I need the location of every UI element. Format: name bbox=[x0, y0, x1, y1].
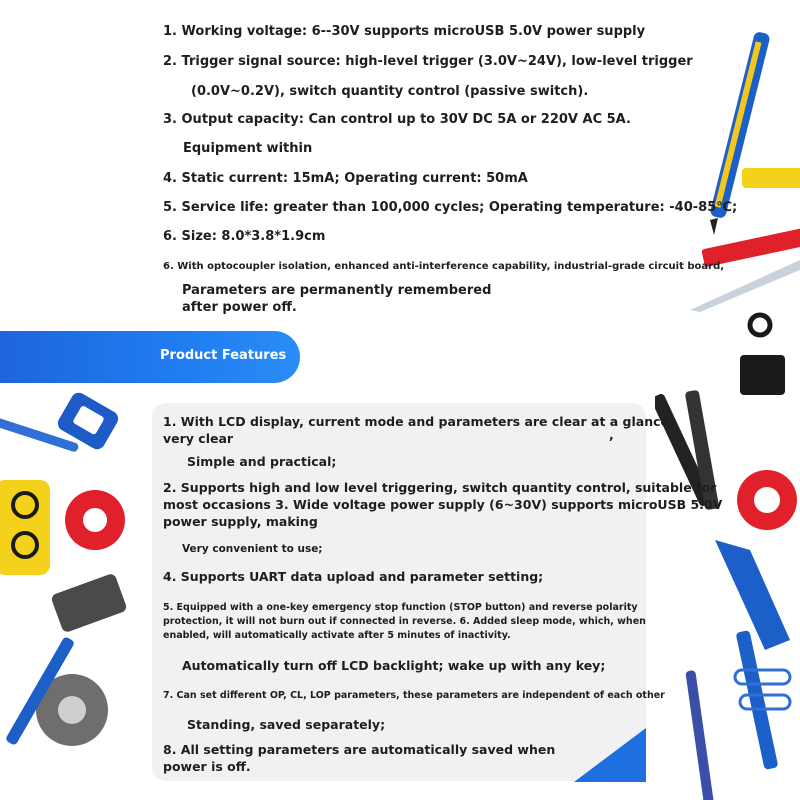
spec-line-6-isolation: 6. With optocoupler isolation, enhanced anti-interference capability, industrial-grade circuit board, bbox=[163, 261, 725, 272]
feature-line: 2. Supports high and low level triggering, switch quantity control, suitable for bbox=[163, 480, 717, 495]
yellow-marker-icon bbox=[742, 168, 800, 188]
binder-clip-icon bbox=[740, 355, 785, 395]
feature-line: most occasions 3. Wide voltage power supply (6~30V) supports microUSB 5.0V bbox=[163, 497, 723, 512]
feature-line: 4. Supports UART data upload and parameter setting; bbox=[163, 569, 544, 584]
feature-line: Very convenient to use; bbox=[182, 543, 323, 555]
spec-line-3b: Equipment within bbox=[183, 141, 313, 156]
feature-line: Simple and practical; bbox=[187, 454, 337, 469]
feature-line: 1. With LCD display, current mode and parameters are clear at a glance, bbox=[163, 414, 674, 429]
tools-decoration-top-right bbox=[660, 20, 800, 360]
feature-line: Automatically turn off LCD backlight; wake up with any key; bbox=[182, 658, 606, 673]
spec-line-2: 2. Trigger signal source: high-level trigger (3.0V~24V), low-level trigger bbox=[163, 54, 693, 69]
red-tape-icon bbox=[737, 470, 797, 530]
feature-line: protection, it will not burn out if connected in reverse. 6. Added sleep mode, which, when bbox=[163, 616, 646, 627]
spec-line-1: 1. Working voltage: 6--30V supports microUSB 5.0V power supply bbox=[163, 24, 646, 39]
ring-clip-icon bbox=[750, 315, 770, 335]
glasses-icon bbox=[0, 480, 50, 575]
snow-shovel-icon bbox=[715, 540, 790, 770]
spec-line-6: 6. Size: 8.0*3.8*1.9cm bbox=[163, 229, 326, 244]
spec-line-2b: (0.0V~0.2V), switch quantity control (passive switch). bbox=[191, 84, 589, 99]
spec-line-4: 4. Static current: 15mA; Operating current: 50mA bbox=[163, 171, 528, 186]
feature-line: power supply, making bbox=[163, 514, 318, 529]
feature-line: 5. Equipped with a one-key emergency stop function (STOP button) and reverse polarity bbox=[163, 602, 638, 613]
pen-icon-bottom bbox=[685, 670, 714, 800]
spec-line-6b: Parameters are permanently remembered bbox=[182, 283, 492, 298]
section-title: Product Features bbox=[160, 348, 287, 363]
panel-corner-accent bbox=[574, 728, 646, 782]
feature-stray-comma: , bbox=[609, 427, 614, 442]
feature-line: power is off. bbox=[163, 759, 251, 774]
spec-line-5: 5. Service life: greater than 100,000 cycles; Operating temperature: -40-85℃; bbox=[163, 200, 738, 215]
spec-line-6c: after power off. bbox=[182, 300, 297, 315]
tools-decoration-right bbox=[655, 340, 800, 800]
feature-line: 7. Can set different OP, CL, LOP parameters, these parameters are independent of each other bbox=[163, 690, 665, 701]
feature-line: Standing, saved separately; bbox=[187, 717, 386, 732]
spec-line-3: 3. Output capacity: Can control up to 30V DC 5A or 220V AC 5A. bbox=[163, 112, 631, 127]
feature-line: very clear bbox=[163, 431, 234, 446]
feature-line: enabled, will automatically activate after 5 minutes of inactivity. bbox=[163, 630, 511, 641]
feature-line: 8. All setting parameters are automatically saved when bbox=[163, 742, 556, 757]
sharpener-icon bbox=[50, 573, 128, 634]
tape-roll-icon bbox=[65, 490, 125, 550]
tools-decoration-left bbox=[0, 385, 150, 800]
